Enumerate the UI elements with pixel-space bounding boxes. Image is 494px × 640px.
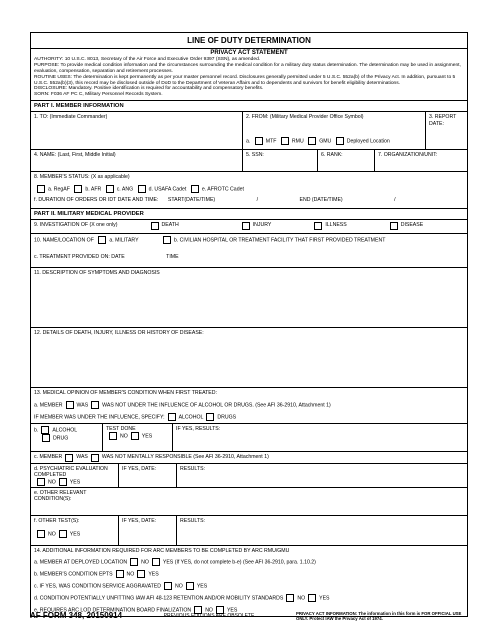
influence-was-checkbox[interactable]: [66, 401, 74, 409]
part2-header: PART II. MILITARY MEDICAL PROVIDER: [31, 209, 467, 220]
to-label: 1. TO: (Immediate Commander): [34, 114, 108, 121]
treatment-location: 10. NAME/LOCATION OF a. MILITARY b. CIVILIAN HOSPITAL OR TREATMENT FACILITY THAT FIRST PROVIDED TREATMENT c. TREATMENT PROVIDED ON: DATE TIME: [31, 234, 467, 268]
injury-checkbox[interactable]: [242, 222, 250, 230]
drug-test-checkbox[interactable]: [42, 434, 50, 442]
gmu-checkbox[interactable]: [308, 137, 316, 145]
regaf-checkbox[interactable]: [37, 185, 45, 193]
mental-wasnot-checkbox[interactable]: [91, 454, 99, 462]
alcohol-checkbox[interactable]: [168, 413, 176, 421]
civilian-checkbox[interactable]: [163, 236, 171, 244]
privacy-routine: ROUTINE USES: The determination is kept permanently as per your master personnel record. Disclosures generally permitted under 5 U.S.C. 552a(b) of the Privacy Act. In addition, pursuant to 5 U.S.C. 552a(b)(3), this record may be disclosed outside of DoD to the Department of Veteran Affairs and to dependents and survivors for benefit eligibility determinations.: [34, 74, 456, 86]
aggravated-no-checkbox[interactable]: [164, 582, 172, 590]
details-field[interactable]: 12. DETAILS OF DEATH, INJURY, ILLNESS OR HISTORY OF DISEASE:: [31, 328, 467, 388]
test-results-field[interactable]: IF YES, RESULTS:: [176, 425, 221, 432]
form-number: AF FORM 348, 20150914: [30, 611, 123, 620]
illness-checkbox[interactable]: [314, 222, 322, 230]
alcohol-test-checkbox[interactable]: [41, 426, 49, 434]
influence-wasnot-checkbox[interactable]: [91, 401, 99, 409]
privacy-sorn: SORN: F036 AF PC C, Military Personnel Records System.: [34, 92, 163, 98]
report-date-field[interactable]: 3. REPORT DATE:: [429, 114, 457, 127]
privacy-notice: PRIVACY ACT INFORMATION: The information in this form is FOR OFFICIAL USE ONLY. Protect IAW the Privacy Act of 1974.: [295, 611, 462, 622]
privacy-authority: AUTHORITY: 10 U.S.C. 8013, Secretary of the Air Force and Executive Order 9397 (SSN), as amended.: [34, 56, 261, 62]
unfitting-no-checkbox[interactable]: [286, 594, 294, 602]
psych-yes-checkbox[interactable]: [59, 478, 67, 486]
investigation-row: 9. INVESTIGATION OF (X one only) DEATH INJURY ILLNESS DISEASE: [31, 220, 467, 234]
obsolete-note: PREVIOUS EDITIONS ARE OBSOLETE: [163, 613, 255, 619]
privacy-disclosure: DISCLOSURE: Mandatory. Positive identification is required for accountability and compensatory benefits.: [34, 86, 264, 92]
mental-was-checkbox[interactable]: [65, 454, 73, 462]
disease-checkbox[interactable]: [390, 222, 398, 230]
deployed-checkbox[interactable]: [336, 137, 344, 145]
deployed-yes-checkbox[interactable]: [152, 558, 160, 566]
psych-no-checkbox[interactable]: [37, 478, 45, 486]
org-field[interactable]: 7. ORGANIZATION/UNIT:: [378, 152, 438, 159]
form-footer: [30, 611, 466, 621]
othertest-yes-checkbox[interactable]: [59, 530, 67, 538]
test-yes-checkbox[interactable]: [131, 432, 139, 440]
privacy-purpose: PURPOSE: To provide medical condition information and the circumstances surrounding the medical condition for a military duty status determination. The determination may be used in assignment, evaluation, compensation, separation and retirement processes.: [34, 62, 461, 74]
othertest-results-field[interactable]: RESULTS:: [180, 517, 205, 524]
privacy-statement: [31, 49, 467, 101]
to-field[interactable]: [31, 112, 243, 149]
drugs-checkbox[interactable]: [206, 413, 214, 421]
name-field[interactable]: 4. NAME: (Last, First, Middle Initial): [31, 150, 243, 171]
deployed-no-checkbox[interactable]: [130, 558, 138, 566]
psych-date-field[interactable]: IF YES, DATE:: [119, 464, 177, 487]
duration-row: f. DURATION OF ORDERS OR IDT DATE AND TIME: START(DATE/TIME) / END (DATE/TIME) /: [34, 196, 396, 203]
other-conditions-field[interactable]: e. OTHER RELEVANT CONDITION(S):: [31, 488, 467, 516]
privacy-heading: PRIVACY ACT STATEMENT: [210, 50, 288, 56]
mental-row: c. MEMBER WAS WAS NOT MENTALLY RESPONSIBLE (See AFI 36-2910, Attachment 1): [31, 452, 467, 464]
rank-field[interactable]: 6. RANK:: [318, 150, 375, 171]
member-status-options: a. RegAF b. AFR c. ANG d. USAFA Cadet e. AFROTC Cadet: [31, 183, 467, 195]
symptoms-field[interactable]: 11. DESCRIPTION OF SYMPTOMS AND DIAGNOSIS: [31, 268, 467, 328]
medical-opinion: 13. MEDICAL OPINION OF MEMBER'S CONDITION WHEN FIRST TREATED: a. MEMBER WAS WAS NOT UNDER THE INFLUENCE OF ALCOHOL OR DRUGS. (See AFI 36-2910, Attachment 1) IF MEMBER WAS UNDER THE INFLUENCE, SPECIFY: ALCOHOL DRUGS: [31, 388, 467, 423]
epts-no-checkbox[interactable]: [116, 570, 124, 578]
aggravated-yes-checkbox[interactable]: [186, 582, 194, 590]
test-no-checkbox[interactable]: [109, 432, 117, 440]
arc-section: 14. ADDITIONAL INFORMATION REQUIRED FOR ARC MEMBERS TO BE COMPLETED BY ARC RMU/GMU a. MEMBER AT DEPLOYED LOCATION NO YES (If YES, do not complete b-e) (See AFI 36-2910, para. 1.10.2) b. MEMBER'S CONDITION EPTS NO YES c. IF YES, WAS CONDITION SERVICE AGGRAVATED NO YES d. CONDITION POTENTIALLY UNFITTING IAW AFI 48-123 RETENTION AND/OR MOBILITY STANDARDS NO YES e. REQUIRES ARC LOD DETERMINATION BOARD FINALIZATION NO YES: [34, 547, 330, 614]
mtf-checkbox[interactable]: [255, 137, 263, 145]
form: LINE OF DUTY DETERMINATION PRIVACY ACT STATEMENT AUTHORITY: 10 U.S.C. 8013, Secretary of the Air Force and Executive Order 9397 (SSN), as amended. PURPOSE: To provide medical condition information and the circumstances surrounding the medical condition for a military duty status determination. The determination may be used in assignment, evaluation, compensation, separation and retirement processes. ROUTINE USES: The determination is kept permanently as per your master personnel record. Disclosures generally permitted under 5 U.S.C. 552a(b) of the Privacy Act. In addition, pursuant to 5 U.S.C. 552a(b)(3), this record may be disclosed outside of DoD to the Department of Veteran Affairs and to dependents and survivors for benefit eligibility determinations. DISCLOSURE: Mandatory. Positive identification is required for accountability and compensatory benefits. SORN: F036 AF PC C, Military Personnel Records System. PART I. MEMBER INFORMATION 1. TO: (Immediate Commander) 2. FROM: (Military Medical Provider Office Symbol) a. MTF RMU GMU Deployed Location 3. REPORT DATE: 4. NAME: (Last, First, Middle Initial) 5. SSN: 6. RANK: 7. ORGANIZATION/UNIT: 8. MEMBER'S STATUS: (X as applicable) a. RegAF b. AFR c. ANG d. USAFA Cadet e. AFROTC Cadet f. DURATION OF ORDERS OR IDT DATE AND TIME: START(DATE/TIME) / END (DATE/TIME) / PART II. MILITARY MEDICAL PROVIDER 9. INVESTIGATION OF (X one only) DEATH INJURY ILLNESS DISEASE 10. NAME/LOCATION OF a. MILITARY b. CIVILIAN HOSPITAL OR TREATMENT FACILITY THAT FIRST PROVIDED TREATMENT c. TREATMENT PROVIDED ON: DATE TIME 11. DESCRIPTION OF SYMPTOMS AND DIAGNOSIS 12. DETAILS OF DEATH, INJURY, ILLNESS OR HISTORY OF DISEASE: 13. MEDICAL OPINION OF MEMBER'S CONDITION WHEN FIRST TREATED: a. MEMBER WAS WAS NOT UNDER THE INFLUENCE OF ALCOHOL OR DRUGS. (See AFI 36-2910, Attachment 1) IF MEMBER WAS UNDER THE INFLUENCE, SPECIFY: ALCOHOL DRUGS b. ALCOHOL DRUG TEST DONE NO YES IF YES, RESULTS: c. MEMBER WAS WAS NOT MENTALLY RESPONSIBLE (See AFI 36-2910, Attachment 1) d. PSYCHIATRIC EVALUATION COMPLETED NO YES IF YES, DATE: RESULTS: e. OTHER RELEVANT CONDITION(S): f. OTHER TEST(S): NO YES IF YES, DATE: RESULTS: 14. ADDITIONAL INFORMATION REQUIRED FOR ARC MEMBERS TO BE COMPLETED BY ARC RMU/GMU a. MEMBER AT DEPLOYED LOCATION NO YES (If YES, do not complete b-e) (See AFI 36-2910, para. 1.10.2) b. MEMBER'S CONDITION EPTS NO YES c. IF YES, WAS CONDITION SERVICE AGGRAVATED NO YES d. CONDITION POTENTIALLY UNFITTING IAW AFI 48-123 RETENTION AND/OR MOBILITY STANDARDS NO YES e. REQUIRES ARC LOD DETERMINATION BOARD FINALIZATION NO YES: [30, 32, 468, 617]
ang-checkbox[interactable]: [106, 185, 114, 193]
ssn-field[interactable]: 5. SSN:: [243, 150, 318, 171]
afrotc-checkbox[interactable]: [191, 185, 199, 193]
usafa-checkbox[interactable]: [138, 185, 146, 193]
afr-checkbox[interactable]: [74, 185, 82, 193]
othertest-date-field[interactable]: IF YES, DATE:: [119, 516, 177, 545]
unfitting-yes-checkbox[interactable]: [308, 594, 316, 602]
epts-yes-checkbox[interactable]: [137, 570, 145, 578]
othertest-no-checkbox[interactable]: [37, 530, 45, 538]
form-title: LINE OF DUTY DETERMINATION: [31, 33, 467, 49]
member-status-label: 8. MEMBER'S STATUS: (X as applicable): [34, 174, 130, 181]
from-field: 2. FROM: (Military Medical Provider Office Symbol) a. MTF RMU GMU Deployed Location: [243, 112, 426, 149]
from-label: 2. FROM: (Military Medical Provider Office Symbol): [246, 114, 364, 121]
psych-results-field[interactable]: RESULTS:: [180, 465, 205, 472]
part1-header: PART I. MEMBER INFORMATION: [31, 101, 467, 112]
military-checkbox[interactable]: [98, 236, 106, 244]
death-checkbox[interactable]: [151, 222, 159, 230]
rmu-checkbox[interactable]: [281, 137, 289, 145]
